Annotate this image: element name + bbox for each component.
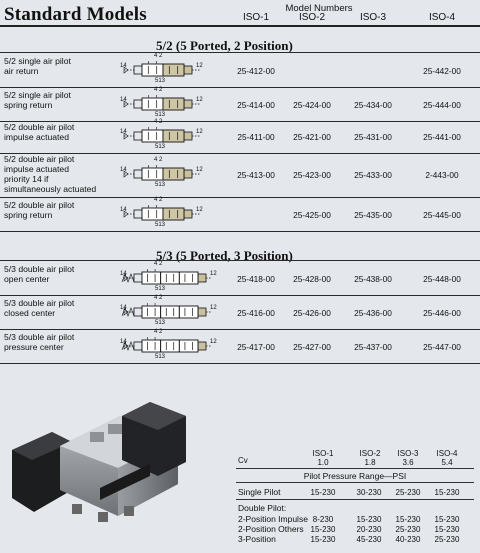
port-label-left: 14 bbox=[120, 305, 127, 311]
port-label-right: 12 bbox=[210, 305, 217, 311]
row-label: 5/2 single air pilot air return bbox=[4, 56, 71, 76]
page-title: Standard Models bbox=[4, 4, 147, 25]
model-number: 25-445-00 bbox=[423, 210, 461, 220]
row-label: 5/3 double air pilot open center bbox=[4, 264, 75, 284]
double-pilot-value: 45-230 bbox=[356, 535, 382, 544]
model-number: 25-421-00 bbox=[293, 132, 331, 142]
port-label-top: 4 2 bbox=[154, 329, 163, 335]
valve-symbol-icon bbox=[118, 264, 212, 294]
single-pilot-value-4: 15-230 bbox=[434, 488, 460, 497]
row-divider bbox=[0, 363, 480, 364]
model-number: 25-435-00 bbox=[354, 210, 392, 220]
port-label-right: 12 bbox=[210, 339, 217, 345]
double-pilot-label: Double Pilot: bbox=[238, 503, 287, 513]
port-label-left: 14 bbox=[120, 63, 127, 69]
row-label: 5/3 double air pilot pressure center bbox=[4, 332, 75, 352]
model-number: 25-414-00 bbox=[237, 100, 275, 110]
port-label-bottom: 513 bbox=[155, 320, 166, 326]
model-number: 25-431-00 bbox=[354, 132, 392, 142]
row-label: 5/2 double air pilot impulse actuated bbox=[4, 122, 75, 142]
double-pilot-value: 25-230 bbox=[434, 535, 460, 544]
double-pilot-value: 20-230 bbox=[356, 525, 382, 534]
row-label: 5/3 double air pilot closed center bbox=[4, 298, 75, 318]
model-number: 25-434-00 bbox=[354, 100, 392, 110]
row-divider bbox=[0, 329, 480, 330]
model-number: 25-436-00 bbox=[354, 308, 392, 318]
spec-iso-3-header: ISO-3 bbox=[397, 449, 419, 458]
port-label-left: 14 bbox=[120, 97, 127, 103]
model-number: 25-446-00 bbox=[423, 308, 461, 318]
row-divider bbox=[0, 231, 480, 232]
cv-label: Cv bbox=[238, 456, 248, 465]
section-title-5-2: 5/2 (5 Ported, 2 Position) bbox=[156, 38, 293, 53]
port-label-right: 12 bbox=[196, 207, 203, 213]
port-label-bottom: 513 bbox=[155, 78, 166, 84]
double-pilot-value: 8-230 bbox=[312, 515, 334, 524]
double-pilot-value: 15-230 bbox=[356, 515, 382, 524]
port-label-top: 4 2 bbox=[154, 197, 163, 203]
model-number: 25-437-00 bbox=[354, 342, 392, 352]
port-label-right: 12 bbox=[196, 97, 203, 103]
valve-symbol-icon bbox=[118, 298, 212, 328]
single-pilot-value-2: 30-230 bbox=[356, 488, 382, 497]
model-number: 25-425-00 bbox=[293, 210, 331, 220]
port-label-bottom: 513 bbox=[155, 222, 166, 228]
valve-symbol-icon bbox=[118, 122, 212, 152]
model-number: 25-416-00 bbox=[237, 308, 275, 318]
iso-4-header: ISO-4 bbox=[428, 12, 456, 23]
valve-symbol-icon bbox=[118, 200, 212, 230]
valve-symbol-icon bbox=[118, 56, 212, 86]
valve-photo-illustration bbox=[0, 372, 230, 548]
pressure-range-title: Pilot Pressure Range—PSI bbox=[303, 471, 407, 481]
model-number: 25-444-00 bbox=[423, 100, 461, 110]
row-label: 5/2 double air pilot impulse actuated priority 14 if simultaneously actuated bbox=[4, 154, 97, 194]
port-label-top: 4 2 bbox=[154, 157, 163, 163]
port-label-left: 14 bbox=[120, 207, 127, 213]
single-pilot-label: Single Pilot bbox=[238, 487, 281, 497]
section-title-5-3: 5/3 (5 Ported, 3 Position) bbox=[156, 248, 293, 263]
port-label-bottom: 513 bbox=[155, 144, 166, 150]
spec-rule bbox=[236, 482, 474, 483]
double-pilot-value: 15-230 bbox=[395, 515, 421, 524]
model-numbers-heading: Model Numbers bbox=[285, 3, 353, 14]
double-pilot-row-label: 2-Position Others bbox=[238, 524, 304, 534]
port-label-top: 4 2 bbox=[154, 53, 163, 59]
row-label: 5/2 double air pilot spring return bbox=[4, 200, 75, 220]
double-pilot-row-label: 3-Position bbox=[238, 534, 276, 544]
model-number: 25-413-00 bbox=[237, 170, 275, 180]
row-divider bbox=[0, 295, 480, 296]
port-label-left: 14 bbox=[120, 339, 127, 345]
port-label-top: 4 2 bbox=[154, 295, 163, 301]
port-label-bottom: 513 bbox=[155, 182, 166, 188]
section-divider bbox=[0, 52, 480, 53]
double-pilot-value: 15-230 bbox=[310, 525, 336, 534]
double-pilot-row-label: 2-Position Impulse bbox=[238, 514, 308, 524]
double-pilot-value: 15-230 bbox=[434, 525, 460, 534]
model-number: 25-418-00 bbox=[237, 274, 275, 284]
model-number: 25-442-00 bbox=[423, 66, 461, 76]
double-pilot-value: 25-230 bbox=[395, 525, 421, 534]
spec-rule bbox=[236, 499, 474, 500]
valve-symbol-icon bbox=[118, 90, 212, 120]
port-label-top: 4 2 bbox=[154, 261, 163, 267]
model-number: 25-412-00 bbox=[237, 66, 275, 76]
section-divider bbox=[0, 260, 480, 261]
port-label-bottom: 513 bbox=[155, 354, 166, 360]
model-number: 2-443-00 bbox=[425, 170, 459, 180]
model-number: 25-441-00 bbox=[423, 132, 461, 142]
cv-value-3: 3.6 bbox=[402, 458, 414, 467]
port-label-left: 14 bbox=[120, 129, 127, 135]
header-rule bbox=[0, 25, 480, 27]
port-label-left: 14 bbox=[120, 271, 127, 277]
single-pilot-value-3: 25-230 bbox=[395, 488, 421, 497]
spec-iso-4-header: ISO-4 bbox=[436, 449, 458, 458]
iso-1-header: ISO-1 bbox=[242, 12, 270, 23]
cv-value-2: 1.8 bbox=[364, 458, 376, 467]
model-number: 25-426-00 bbox=[293, 308, 331, 318]
iso-2-header: ISO-2 bbox=[298, 12, 326, 23]
port-label-right: 12 bbox=[196, 129, 203, 135]
model-number: 25-438-00 bbox=[354, 274, 392, 284]
port-label-right: 12 bbox=[210, 271, 217, 277]
port-label-right: 12 bbox=[196, 167, 203, 173]
model-number: 25-423-00 bbox=[293, 170, 331, 180]
double-pilot-value: 15-230 bbox=[310, 535, 336, 544]
row-divider bbox=[0, 197, 480, 198]
port-label-top: 4 2 bbox=[154, 119, 163, 125]
spec-iso-2-header: ISO-2 bbox=[359, 449, 381, 458]
port-label-right: 12 bbox=[196, 63, 203, 69]
product-photo bbox=[0, 372, 230, 548]
model-number: 25-424-00 bbox=[293, 100, 331, 110]
model-number: 25-448-00 bbox=[423, 274, 461, 284]
port-label-left: 14 bbox=[120, 167, 127, 173]
port-label-bottom: 513 bbox=[155, 112, 166, 118]
spec-iso-1-header: ISO-1 bbox=[312, 449, 334, 458]
port-label-top: 4 2 bbox=[154, 87, 163, 93]
cv-value-4: 5.4 bbox=[441, 458, 453, 467]
cv-value-1: 1.0 bbox=[317, 458, 329, 467]
row-label: 5/2 single air pilot spring return bbox=[4, 90, 71, 110]
double-pilot-value: 40-230 bbox=[395, 535, 421, 544]
model-number: 25-428-00 bbox=[293, 274, 331, 284]
model-number: 25-411-00 bbox=[237, 132, 275, 142]
port-label-bottom: 513 bbox=[155, 286, 166, 292]
spec-rule bbox=[236, 468, 474, 469]
single-pilot-value-1: 15-230 bbox=[310, 488, 336, 497]
model-number: 25-433-00 bbox=[354, 170, 392, 180]
row-divider bbox=[0, 87, 480, 88]
model-number: 25-417-00 bbox=[237, 342, 275, 352]
double-pilot-value: 15-230 bbox=[434, 515, 460, 524]
valve-symbol-icon bbox=[118, 332, 212, 362]
model-number: 25-447-00 bbox=[423, 342, 461, 352]
iso-3-header: ISO-3 bbox=[359, 12, 387, 23]
model-number: 25-427-00 bbox=[293, 342, 331, 352]
valve-symbol-icon bbox=[118, 160, 212, 190]
